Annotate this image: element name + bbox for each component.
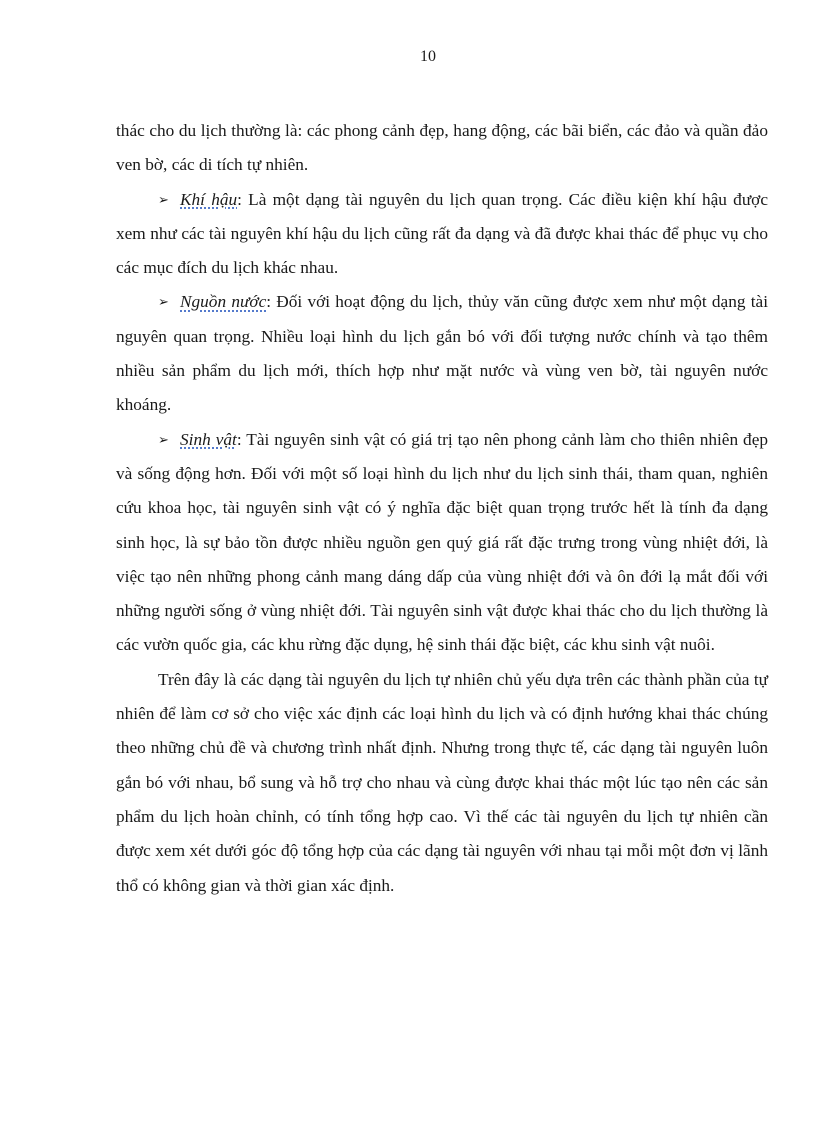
bullet-paragraph-climate: [116, 183, 768, 286]
bullet-paragraph-water: [116, 285, 768, 422]
bullet-text-water: : Đối với hoạt động du lịch, thủy văn cũng được xem như một dạng tài nguyên quan trọng. Nhiều loại hình du lịch gắn bó với đối tượng nước chính và tạo thêm nhiều sản phẩm du lịch mới, thích hợp như mặt nước và vùng ven bờ, tài nguyên nước khoáng.: [116, 292, 769, 415]
arrow-bullet-icon: ➢: [158, 191, 169, 207]
bullet-text-climate: : Là một dạng tài nguyên du lịch quan trọng. Các điều kiện khí hậu được xem như các tài nguyên khí hậu du lịch cũng rất đa dạng và đã được khai thác để phục vụ cho các mục đích du lịch khác nhau.: [116, 189, 768, 278]
term-biota: Sinh vật: [180, 429, 237, 449]
term-water: Nguồn nước: [180, 292, 267, 312]
arrow-bullet-icon: ➢: [158, 431, 169, 447]
continuation-paragraph: thác cho du lịch thường là: các phong cảnh đẹp, hang động, các bãi biển, các đảo và quần đảo ven bờ, các di tích tự nhiên.: [116, 121, 768, 175]
summary-paragraph: Trên đây là các dạng tài nguyên du lịch tự nhiên chủ yếu dựa trên các thành phần của tự nhiên để làm cơ sở cho việc xác định các loại hình du lịch và có định hướng khai thác chúng theo những chủ đề và chương trình nhất định. Nhưng trong thực tế, các dạng tài nguyên luôn gắn bó với nhau, bổ sung và hỗ trợ cho nhau và cùng được khai thác một lúc tạo nên các sản phẩm du lịch hoàn chỉnh, có tính tổng hợp cao. Vì thế các tài nguyên du lịch tự nhiên cần được xem xét dưới góc độ tổng hợp của các dạng tài nguyên với nhau tại mỗi một đơn vị lãnh thổ có không gian và thời gian xác định.: [116, 669, 768, 895]
bullet-paragraph-biota: [116, 423, 768, 663]
document-body: [116, 114, 768, 903]
page-number: 10: [420, 48, 436, 65]
term-climate: Khí hậu: [180, 189, 238, 209]
arrow-bullet-icon: ➢: [158, 294, 169, 310]
bullet-text-biota: : Tài nguyên sinh vật có giá trị tạo nên phong cảnh làm cho thiên nhiên đẹp và sống động hơn. Đối với một số loại hình du lịch như du lịch sinh thái, tham quan, nghiên cứu khoa học, tài nguyên sinh vật có ý nghĩa đặc biệt quan trọng trước hết là tính đa dạng sinh học, là sự bảo tồn được nhiều nguồn gen quý giá rất đặc trưng trong vùng nhiệt đới, là việc tạo nên những phong cảnh mang dáng dấp của vùng nhiệt đới và ôn đới lạ mắt đối với những người sống ở vùng nhiệt đới. Tài nguyên sinh vật được khai thác cho du lịch thường là các vườn quốc gia, các khu rừng đặc dụng, hệ sinh thái đặc biệt, các khu sinh vật nuôi.: [116, 429, 769, 655]
